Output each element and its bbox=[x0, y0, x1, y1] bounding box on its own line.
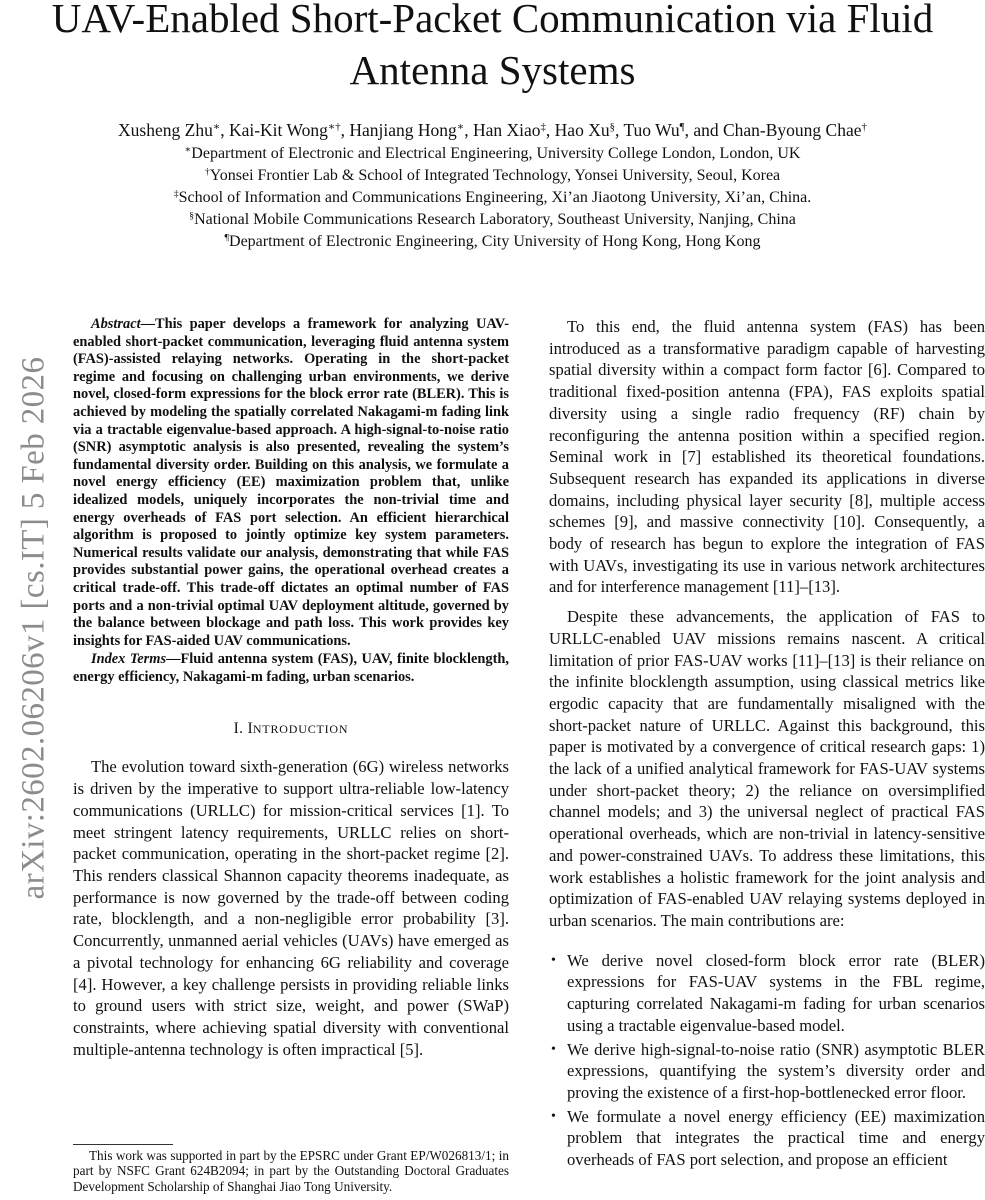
author: Hanjiang Hong∗, bbox=[349, 120, 473, 140]
footnote-divider bbox=[73, 1144, 173, 1145]
list-item: • We derive high-signal-to-noise ratio (SNR) asymptotic BLER expressions, quantifying the system’s diversity order and proving the existence of a first-hop-bottlenecked error floor. bbox=[551, 1039, 985, 1102]
index-terms-label: Index Terms bbox=[91, 651, 167, 668]
right-column bbox=[549, 316, 985, 1173]
index-terms-text: —Fluid antenna system (FAS), UAV, finite blocklength, energy efficiency, Nakagami-m fading, urban scenarios. bbox=[73, 651, 510, 685]
affiliation: ∗Department of Electronic and Electrical Engineering, University College London, London, UK bbox=[184, 144, 801, 162]
author: Han Xiao‡, bbox=[472, 120, 555, 140]
affiliation: ¶Department of Electronic Engineering, City University of Hong Kong, Hong Kong bbox=[224, 232, 761, 250]
section-heading-introduction: I. INTRODUCTION bbox=[233, 720, 349, 738]
left-column bbox=[73, 316, 509, 1068]
list-item: • We derive novel closed-form block error rate (BLER) expressions for FAS-UAV systems in the FBL regime, capturing correlated Nakagami-m fading for urban scenarios using a tractable eigenvalue-based model. bbox=[551, 950, 985, 1035]
list-item: • We formulate a novel energy efficiency (EE) maximization problem that integrates the practical time and energy overheads of FAS port selection, and propose an efficient bbox=[551, 1106, 985, 1170]
bullet-icon: • bbox=[551, 1041, 556, 1057]
affiliation: ‡School of Information and Communications Engineering, Xi’an Jiaotong University, Xi’an, China. bbox=[173, 188, 812, 206]
abstract bbox=[73, 316, 509, 650]
contributions-list bbox=[549, 950, 985, 1171]
author: Kai-Kit Wong∗†, bbox=[228, 120, 350, 140]
paper-title: UAV-Enabled Short-Packet Communication via Fluid Antenna Systems bbox=[51, 0, 934, 93]
index-terms bbox=[73, 651, 509, 686]
author: Tuo Wu¶, and bbox=[623, 120, 723, 140]
arxiv-identifier-stamp: arXiv:2602.06206v1 [cs.IT] 5 Feb 2026 bbox=[15, 356, 52, 900]
abstract-text: —This paper develops a framework for analyzing UAV-enabled short-packet communication, leveraging fluid antenna system (FAS)-assisted relaying networks. Operating in the short-packet regime and focusing on challenging urban environments, we derive novel, closed-form expressions for the block error rate (BLER). This is achieved by modeling the spatially correlated Nakagami-m fading link via a tractable eigenvalue-based approach. A high-signal-to-noise ratio (SNR) asymptotic analysis is also presented, revealing the system’s fundamental diversity order. Building on this analysis, we formulate a novel energy efficiency (EE) maximization problem that, unlike idealized models, uniquely incorporates the non-trivial time and energy overheads of FAS port selection. An efficient hierarchical algorithm is proposed to jointly optimize key system parameters. Numerical results validate our analysis, demonstrating that while FAS provides substantial power gains, the operational overhead creates a critical trade-off. This trade-off dictates an optimal number of FAS ports and a non-trivial optimal UAV deployment altitude, governed by the balance between blockage and path loss. This work provides key insights for FAS-aided UAV communications. bbox=[73, 316, 509, 649]
body-paragraph: Despite these advancements, the application of FAS to URLLC-enabled UAV missions remains nascent. A critical limitation of prior FAS-UAV works [11]–[13] is their reliance on the infinite blocklength assumption, using classical metrics like ergodic capacity that are fundamentally misaligned with the short-packet nature of URLLC. Against this background, this paper is motivated by a convergence of critical research gaps: 1) the lack of a unified analytical framework for FAS-UAV systems under short-packet theory; 2) the reliance on oversimplified channel models; and 3) the universal neglect of practical FAS operational overheads, which are non-trivial in latency-sensitive and power-constrained UAVs. To address these limitations, this work establishes a holistic framework for the joint analysis and optimization of FAS-enabled UAV relaying systems deployed in urban scenarios. The main contributions are: bbox=[549, 607, 985, 930]
author: Hao Xu§, bbox=[554, 120, 624, 140]
funding-footnote: This work was supported in part by the EPSRC under Grant EP/W026813/1; in part by NSFC Grant 624B2094; in part by the Outstanding Doctoral Graduates Development Scholarship of Shanghai Jiao Tong University. bbox=[73, 1148, 509, 1194]
author: Chan-Byoung Chae† bbox=[722, 120, 867, 140]
intro-paragraph: The evolution toward sixth-generation (6G) wireless networks is driven by the imperative to support ultra-reliable low-latency communications (URLLC) for mission-critical services [1]. To meet stringent latency requirements, URLLC relies on short-packet communication, operating in the short-packet regime [2]. This renders classical Shannon capacity theorems inadequate, as performance is now governed by the trade-off between coding rate, blocklength, and a non-negligible error probability [3]. Concurrently, unmanned aerial vehicles (UAVs) have emerged as a pivotal technology for enhancing 6G reliability and coverage [4]. However, a key challenge persists in providing reliable links to ground users with strict size, weight, and power (SWaP) constraints, where achieving spatial diversity with conventional multiple-antenna technology is often impractical [5]. bbox=[73, 757, 509, 1059]
body-paragraph: To this end, the fluid antenna system (FAS) has been introduced as a transformative paradigm capable of harvesting spatial diversity within a compact form factor [6]. Compared to traditional fixed-position antenna (FPA), FAS exploits spatial diversity using a single radio frequency (RF) chain by reconfiguring the antenna position within a specified region. Seminal work in [7] established its theoretical foundations. Subsequent research has expanded its applications in diverse domains, including physical layer security [8], multiple access schemes [9], and massive connectivity [10]. Consequently, a body of research has begun to explore the integration of FAS with UAVs, investigating its use in various network architectures and for interference management [11]–[13]. bbox=[549, 317, 985, 597]
abstract-label: Abstract bbox=[91, 316, 141, 332]
bullet-icon: • bbox=[551, 1108, 556, 1124]
author-list bbox=[0, 119, 985, 141]
affiliation-list bbox=[0, 143, 985, 253]
affiliation: §National Mobile Communications Research Laboratory, Southeast University, Nanjing, China bbox=[189, 210, 796, 228]
bullet-icon: • bbox=[551, 952, 556, 968]
abstract-block bbox=[73, 316, 509, 686]
author: Xusheng Zhu∗, bbox=[118, 120, 229, 140]
affiliation: †Yonsei Frontier Lab & School of Integrated Technology, Yonsei University, Seoul, Korea bbox=[204, 166, 781, 184]
